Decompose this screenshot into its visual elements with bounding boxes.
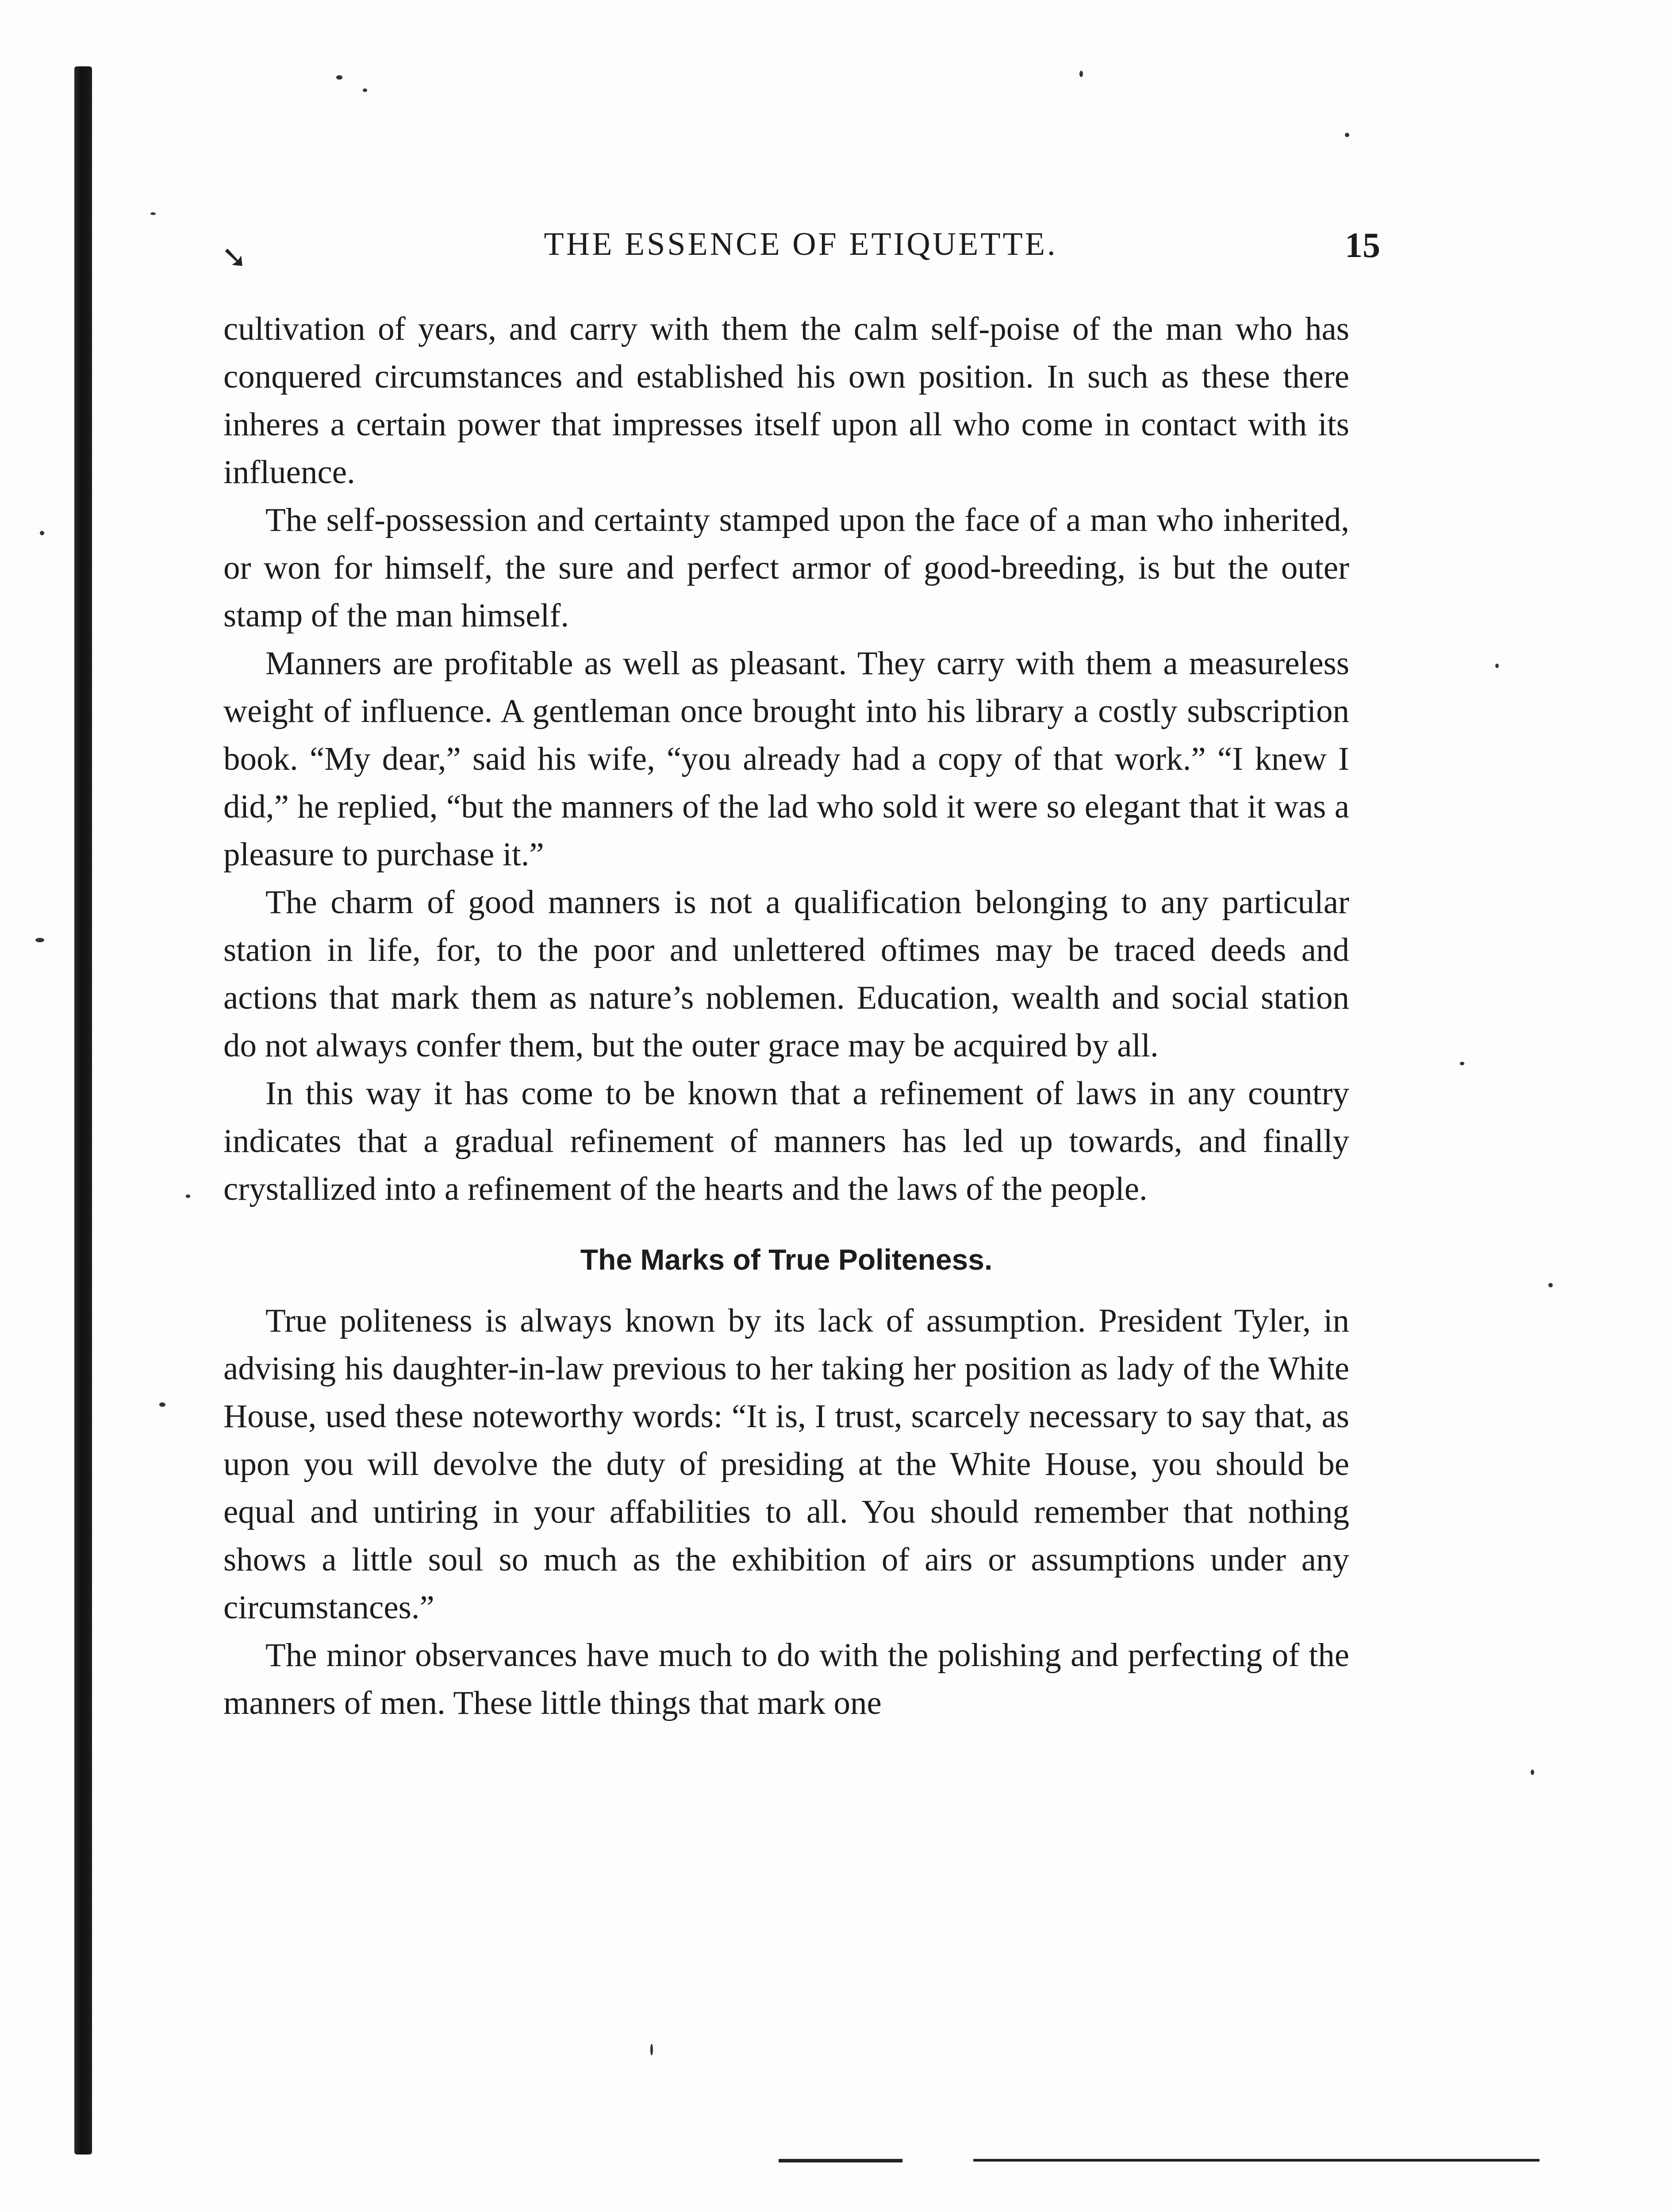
scan-speck (363, 88, 367, 92)
footer-rule (973, 2159, 1540, 2162)
body-text (223, 305, 1349, 1727)
section-heading: The Marks of True Politeness. (580, 1243, 993, 1276)
scan-speck (336, 75, 342, 80)
scan-speck (150, 212, 156, 215)
scan-speck (186, 1194, 190, 1198)
page-number: 15 (1345, 226, 1380, 265)
scan-speck (1531, 1770, 1534, 1775)
paragraph: The self-possession and certainty stamped upon the face of a man who inherited, or won for himself, the sure and perfect armor of good-breeding, is but the outer stamp of the man himself. (223, 502, 1349, 634)
scan-speck (1548, 1283, 1553, 1287)
scan-speck (650, 2044, 653, 2055)
paragraph: Manners are profitable as well as pleasant. They carry with them a measureless weight of influence. A gentleman once brought into his library a costly subscription book. “My dear,” said his wife, “you already had a copy of that work.” “I knew I did,” he replied, “but the manners of the lad who sold it were so elegant that it was a pleasure to purchase it.” (223, 645, 1349, 873)
paragraph: True politeness is always known by its lack of assumption. President Tyler, in advising his daughter-in-law previous to her taking her position as lady of the White House, used these noteworthy words: “It is, I trust, scarcely necessary to say that, as upon you will devolve the duty of presiding at the White House, you should be equal and untiring in your affabilities to all. You should remember that nothing shows a little soul so much as the exhibition of airs or assumptions under any circumstances.” (223, 1302, 1349, 1626)
paragraph: The charm of good manners is not a qualification belonging to any particular station in life, for, to the poor and unlettered oftimes may be traced deeds and actions that mark them as nature’s noblemen. Education, wealth and social station do not always confer them, but the outer grace may be acquired by all. (223, 884, 1349, 1064)
printer-mark-icon: ➘ (221, 241, 247, 275)
scan-speck (40, 531, 44, 535)
paragraph: cultivation of years, and carry with them the calm self-poise of the man who has conquered circumstances and established his own position. In such as these there inheres a certain power that impresses itself upon all who come in contact with its influence. (223, 311, 1349, 491)
binding-edge (74, 66, 92, 2154)
scan-speck (159, 1402, 165, 1407)
paragraph: In this way it has come to be known that a refinement of laws in any country indicates that a gradual refinement of manners has led up towards, and finally crystallized into a refinement of the hearts and the laws of the people. (223, 1075, 1349, 1207)
scan-speck (1460, 1062, 1464, 1065)
scan-speck (35, 938, 44, 942)
running-head: THE ESSENCE OF ETIQUETTE. (544, 226, 1058, 262)
footer-rule (779, 2159, 902, 2162)
page-header (221, 226, 1380, 274)
scan-speck (1079, 71, 1083, 77)
paragraph: The minor observances have much to do with the polishing and perfecting of the manners of men. These little things that mark one (223, 1637, 1349, 1721)
scan-speck (1495, 664, 1499, 668)
scan-speck (1345, 133, 1349, 137)
